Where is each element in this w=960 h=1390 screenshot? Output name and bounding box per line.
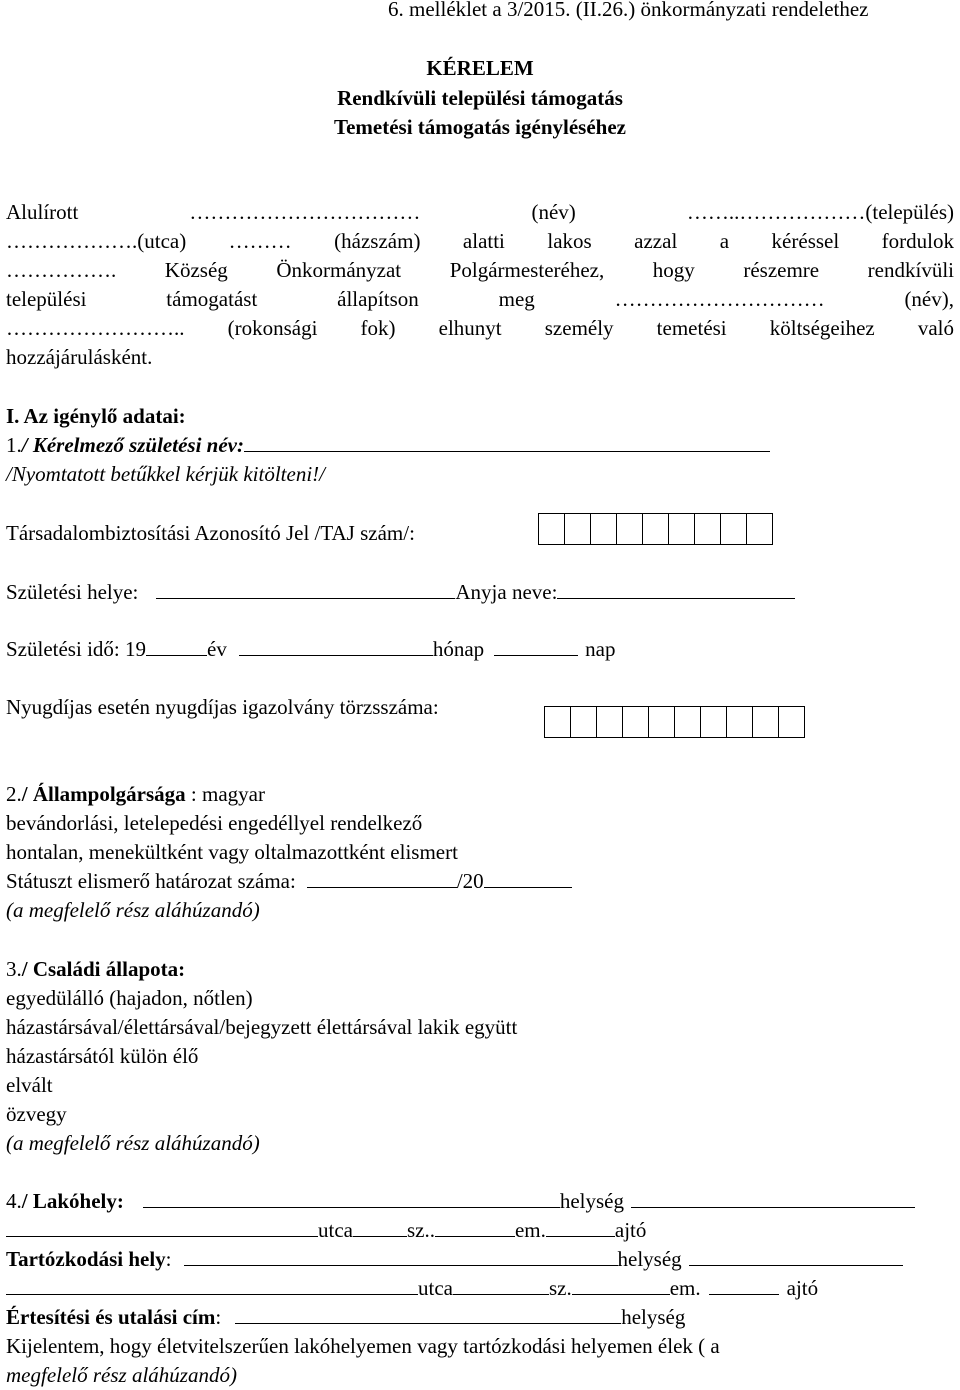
- town-label: helység: [617, 1247, 682, 1271]
- year-label: év: [207, 637, 227, 661]
- citizenship-option-immigrant: bevándorlási, letelepedési engedéllyel rendelkező: [6, 811, 423, 835]
- month-label: hónap: [432, 637, 485, 661]
- temporary-residence-label: Tartózkodási hely: [6, 1247, 166, 1271]
- intro-line-4: települési támogatást állapítson meg ………………………… (név),: [6, 287, 954, 311]
- print-note: /Nyomtatott betűkkel kérjük kitölteni!/: [6, 462, 325, 486]
- mother-name-label: Anyja neve:: [455, 580, 558, 604]
- section-number: 3.: [6, 957, 22, 981]
- residence-street-row: [6, 1216, 646, 1245]
- birth-month-field[interactable]: [239, 635, 433, 656]
- form-title: KÉRELEM: [426, 56, 534, 80]
- annex-reference: 6. melléklet a 3/2015. (II.26.) önkormányzati rendelethez: [388, 0, 869, 21]
- residence-heading: / Lakóhely:: [21, 1189, 124, 1213]
- section-number: 1.: [6, 433, 22, 457]
- residence-row: [6, 1187, 915, 1216]
- town-label: helység: [621, 1305, 686, 1329]
- declaration-line-2: megfelelő rész aláhúzandó): [6, 1363, 237, 1387]
- section-number: 2.: [6, 782, 22, 806]
- residence-address-field[interactable]: [143, 1187, 560, 1208]
- temporary-residence-address-field[interactable]: [184, 1245, 618, 1266]
- mother-name-field[interactable]: [557, 578, 795, 599]
- temporary-floor-field[interactable]: [572, 1274, 670, 1295]
- temporary-street-field[interactable]: [6, 1274, 418, 1295]
- temporary-residence-town-field[interactable]: [689, 1245, 903, 1266]
- intro-line-3: ……………. Község Önkormányzat Polgármesteréhez, hogy részemre rendkívüli: [6, 258, 954, 282]
- status-decision-year-field[interactable]: [484, 867, 572, 888]
- citizenship-hungarian: : magyar: [185, 782, 265, 806]
- status-decision-row: [6, 867, 572, 896]
- taj-number-boxes[interactable]: [538, 513, 773, 545]
- form-subtitle: Rendkívüli települési támogatás: [337, 86, 623, 110]
- residence-town-field[interactable]: [631, 1187, 915, 1208]
- marital-status-row: [6, 955, 185, 984]
- temporary-residence-row: [6, 1245, 903, 1274]
- marital-status-heading: / Családi állapota:: [21, 957, 186, 981]
- birthplace-row: [6, 578, 795, 607]
- birth-day-field[interactable]: [494, 635, 578, 656]
- street-label: utca: [318, 1218, 353, 1242]
- birthdate-label: Születési idő: 19: [6, 637, 146, 661]
- notification-address-row: [6, 1303, 685, 1332]
- residence-street-field[interactable]: [6, 1216, 318, 1237]
- intro-line-5: …………………….. (rokonsági fok) elhunyt személy temetési költségeihez való: [6, 316, 954, 340]
- taj-label: Társadalombiztosítási Azonosító Jel /TAJ szám/:: [6, 521, 415, 545]
- marital-option-living-together: házastársával/élettársával/bejegyzett élettársával lakik együtt: [6, 1015, 518, 1039]
- floor-label: em.: [514, 1218, 546, 1242]
- marital-option-divorced: elvált: [6, 1073, 53, 1097]
- day-label: nap: [585, 637, 616, 661]
- door-label: ajtó: [614, 1218, 647, 1242]
- temporary-number-field[interactable]: [453, 1274, 549, 1295]
- applicant-name-row: [6, 431, 770, 460]
- declaration-line-1: Kijelentem, hogy életvitelszerűen lakóhelyemen vagy tartózkodási helyemen élek ( a: [6, 1334, 720, 1358]
- section-1-heading: I. Az igénylő adatai:: [6, 404, 186, 428]
- intro-line-6: hozzájárulásként.: [6, 345, 153, 369]
- section-number: 4.: [6, 1189, 22, 1213]
- citizenship-heading: / Állampolgársága: [21, 782, 186, 806]
- underline-note: (a megfelelő rész aláhúzandó): [6, 1131, 260, 1155]
- citizenship-row: [6, 780, 265, 809]
- label-colon: :: [165, 1247, 172, 1271]
- residence-floor-field[interactable]: [435, 1216, 515, 1237]
- marital-option-single: egyedülálló (hajadon, nőtlen): [6, 986, 253, 1010]
- pension-number-boxes[interactable]: [544, 706, 805, 738]
- citizenship-option-refugee: hontalan, menekültként vagy oltalmazottként elismert: [6, 840, 458, 864]
- birthdate-row: [6, 635, 615, 664]
- temporary-street-row: [6, 1274, 818, 1303]
- town-label: helység: [559, 1189, 625, 1213]
- residence-number-field[interactable]: [353, 1216, 407, 1237]
- temporary-door-field[interactable]: [709, 1274, 779, 1295]
- intro-line-1: Alulírott …………………………… (név) ……..………………(település): [6, 200, 954, 224]
- notification-address-field[interactable]: [235, 1303, 621, 1324]
- intro-line-2: ……………….(utca) ……… (házszám) alatti lakos azzal a kéréssel fordulok: [6, 229, 954, 253]
- number-label: sz.: [548, 1276, 572, 1300]
- applicant-name-field[interactable]: [244, 431, 770, 452]
- underline-note: (a megfelelő rész aláhúzandó): [6, 898, 260, 922]
- form-subtitle-2: Temetési támogatás igényléséhez: [334, 115, 626, 139]
- birthplace-field[interactable]: [156, 578, 455, 599]
- label-colon: :: [215, 1305, 222, 1329]
- applicant-name-label: / Kérelmező születési név:: [21, 433, 244, 457]
- floor-label: em.: [669, 1276, 701, 1300]
- status-decision-year-prefix: /20: [456, 869, 484, 893]
- number-label: sz..: [406, 1218, 435, 1242]
- birthplace-label: Születési helye:: [6, 580, 139, 604]
- marital-option-separated: házastársától külön élő: [6, 1044, 199, 1068]
- street-label: utca: [418, 1276, 453, 1300]
- birth-year-field[interactable]: [146, 635, 207, 656]
- pension-label: Nyugdíjas esetén nyugdíjas igazolvány törzsszáma:: [6, 695, 439, 719]
- status-decision-number-field[interactable]: [307, 867, 457, 888]
- door-label: ajtó: [786, 1276, 819, 1300]
- residence-door-field[interactable]: [546, 1216, 615, 1237]
- notification-address-label: Értesítési és utalási cím: [6, 1305, 216, 1329]
- status-decision-label: Státuszt elismerő határozat száma:: [6, 869, 296, 893]
- marital-option-widowed: özvegy: [6, 1102, 67, 1126]
